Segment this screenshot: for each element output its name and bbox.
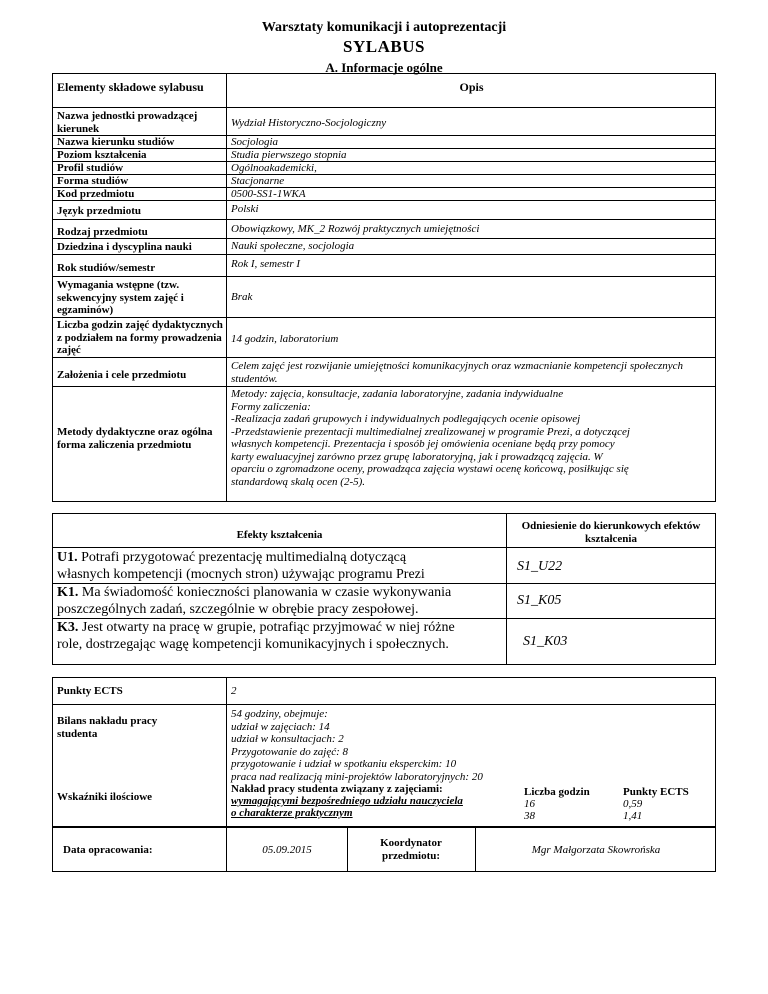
effect-ref: S1_U22: [517, 559, 563, 574]
wsk-line: Nakład pracy studenta związany z zajęciami:: [231, 783, 443, 795]
info-table: [52, 73, 716, 502]
methods-line: Metody: zajęcia, konsultacje, zadania laboratoryjne, zadania indywidualne: [231, 388, 564, 400]
row-label: Profil studiów: [57, 162, 124, 174]
bilans-line: udział w konsultacjach: 2: [231, 733, 344, 745]
row-value: Ogólnoakademicki,: [231, 162, 317, 174]
row-value: Stacjonarne: [231, 175, 285, 187]
row-label: Język przedmiotu: [57, 205, 142, 217]
row-value: Polski: [231, 203, 259, 215]
effect-text: poszczególnych zadań, szczególnie w obrębie pracy zespołowej.: [57, 602, 419, 617]
ects-points: 1,41: [623, 810, 643, 822]
bilans-text: [231, 708, 711, 783]
row-value: Celem zajęć jest rozwijanie umiejętności komunikacyjnych oraz wzmacnianie kompetencji społecznych studentów.: [231, 360, 684, 385]
row-label: Rok studiów/semestr: [57, 262, 156, 274]
row-label: Kod przedmiotu: [57, 188, 135, 200]
ects-col: [623, 786, 713, 822]
effects-ref-head: Odniesienie do kierunkowych efektów kształcenia: [521, 520, 701, 545]
coord-value: Mgr Małgorzata Skowrońska: [531, 844, 661, 856]
hours-value: 16: [524, 798, 535, 810]
effect-code: K3.: [57, 620, 79, 635]
row-label: Forma studiów: [57, 175, 129, 187]
methods-line: standardową skalą ocen (2-5).: [231, 475, 366, 488]
wsk-text: [231, 783, 531, 819]
coord-label: Koordynator przedmiotu:: [380, 837, 442, 862]
row-label: Założenia i cele przedmiotu: [57, 369, 187, 381]
footer-table: [52, 827, 716, 872]
row-value: 0500-SS1-1WKA: [231, 188, 306, 200]
row-value: Rok I, semestr I: [231, 258, 301, 270]
ects-label: Punkty ECTS: [57, 685, 123, 697]
ects-value: 2: [231, 685, 237, 697]
date-label: Data opracowania:: [63, 844, 153, 856]
hours-head: Liczba godzin: [524, 786, 590, 798]
effect-item: [57, 549, 505, 583]
effects-head: Efekty kształcenia: [236, 529, 323, 541]
effects-table: [52, 513, 716, 665]
row-value: Studia pierwszego stopnia: [231, 149, 347, 161]
wsk-line: o charakterze praktycznym: [231, 807, 353, 819]
effect-code: K1.: [57, 585, 79, 600]
effect-code: U1.: [57, 550, 78, 565]
row-label: Nazwa jednostki prowadzącej kierunek: [57, 110, 198, 135]
row-value: Wydział Historyczno-Socjologiczny: [231, 117, 387, 129]
row-value: Nauki społeczne, socjologia: [231, 240, 355, 252]
row-label: Metody dydaktyczne oraz ogólna forma zaliczenia przedmiotu: [57, 426, 213, 451]
ects-points: 0,59: [623, 798, 643, 810]
bilans-line: Przygotowanie do zajęć: 8: [231, 745, 349, 758]
col-head-opis: Opis: [459, 80, 484, 94]
row-label: Dziedzina i dyscyplina nauki: [57, 241, 192, 253]
row-value: 14 godzin, laboratorium: [231, 333, 339, 345]
wsk-line: wymagającymi bezpośredniego udziału nauczyciela: [231, 795, 463, 807]
effect-text: Jest otwarty na pracę w grupie, potrafiąc przyjmować w niej różne: [78, 620, 455, 635]
effect-item: [57, 619, 505, 653]
effect-ref: S1_K05: [517, 593, 562, 608]
effect-text: role, dostrzegając wagę kompetencji komunikacyjnych i społecznych.: [57, 637, 449, 652]
row-value: Brak: [231, 291, 253, 303]
wsk-label: Wskaźniki ilościowe: [57, 791, 153, 803]
date-value: 05.09.2015: [262, 844, 312, 856]
row-value: Socjologia: [231, 136, 279, 148]
row-label: Nazwa kierunku studiów: [57, 136, 175, 148]
col-head-elements: Elementy składowe sylabusu: [57, 80, 204, 94]
methods-line: -Przedstawienie prezentacji multimedialnej zrealizowanej w programie Prezi, a dotyczącej: [231, 425, 630, 438]
bilans-line: 54 godziny, obejmuje:: [231, 708, 328, 720]
effect-item: [57, 584, 505, 618]
doc-title: SYLABUS: [343, 37, 425, 56]
methods-text: [231, 388, 713, 488]
methods-line: -Realizacja zadań grupowych i indywidualnych podlegających ocenie opisowej: [231, 413, 581, 425]
section-title: A. Informacje ogólne: [325, 60, 443, 75]
effect-text: Ma świadomość konieczności planowania w czasie wykonywania: [78, 585, 452, 600]
methods-line: oparciu o zgromadzone oceny, prowadząca zajęcia wystawi ocenę końcową, posiłkując się: [231, 463, 629, 475]
hours-col: [524, 786, 604, 822]
bilans-line: udział w zajęciach: 14: [231, 720, 330, 733]
row-label: Wymagania wstępne (tzw. sekwencyjny system zajęć i egzaminów): [57, 279, 184, 316]
effect-ref: S1_K03: [523, 634, 568, 649]
hours-value: 38: [524, 810, 535, 822]
ects-head: Punkty ECTS: [623, 786, 689, 798]
course-title: Warsztaty komunikacji i autoprezentacji: [261, 20, 507, 35]
methods-line: własnych kompetencji. Prezentacja i sposób jej omówienia oceniane będą przy pomocy: [231, 438, 615, 450]
row-label: Poziom kształcenia: [57, 149, 147, 161]
row-value: Obowiązkowy, MK_2 Rozwój praktycznych umiejętności: [231, 223, 480, 235]
bilans-label: Bilans nakładu pracy studenta: [57, 715, 158, 740]
ects-table: [52, 677, 716, 827]
bilans-line: przygotowanie i udział w spotkaniu eksperckim: 10: [231, 758, 457, 770]
effect-text: własnych kompetencji (mocnych stron) używając programu Prezi: [57, 567, 425, 582]
methods-line: karty ewaluacyjnej zarówno przez grupę laboratoryjną, jak i prowadzącą zajęcia. W: [231, 450, 603, 463]
methods-line: Formy zaliczenia:: [231, 400, 311, 413]
effect-text: Potrafi przygotować prezentację multimedialną dotyczącą: [77, 550, 407, 565]
row-label: Liczba godzin zajęć dydaktycznych z podziałem na formy prowadzenia zajęć: [57, 319, 223, 356]
bilans-line: praca nad realizacją mini-projektów laboratoryjnych: 20: [231, 770, 483, 783]
row-label: Rodzaj przedmiotu: [57, 226, 148, 238]
